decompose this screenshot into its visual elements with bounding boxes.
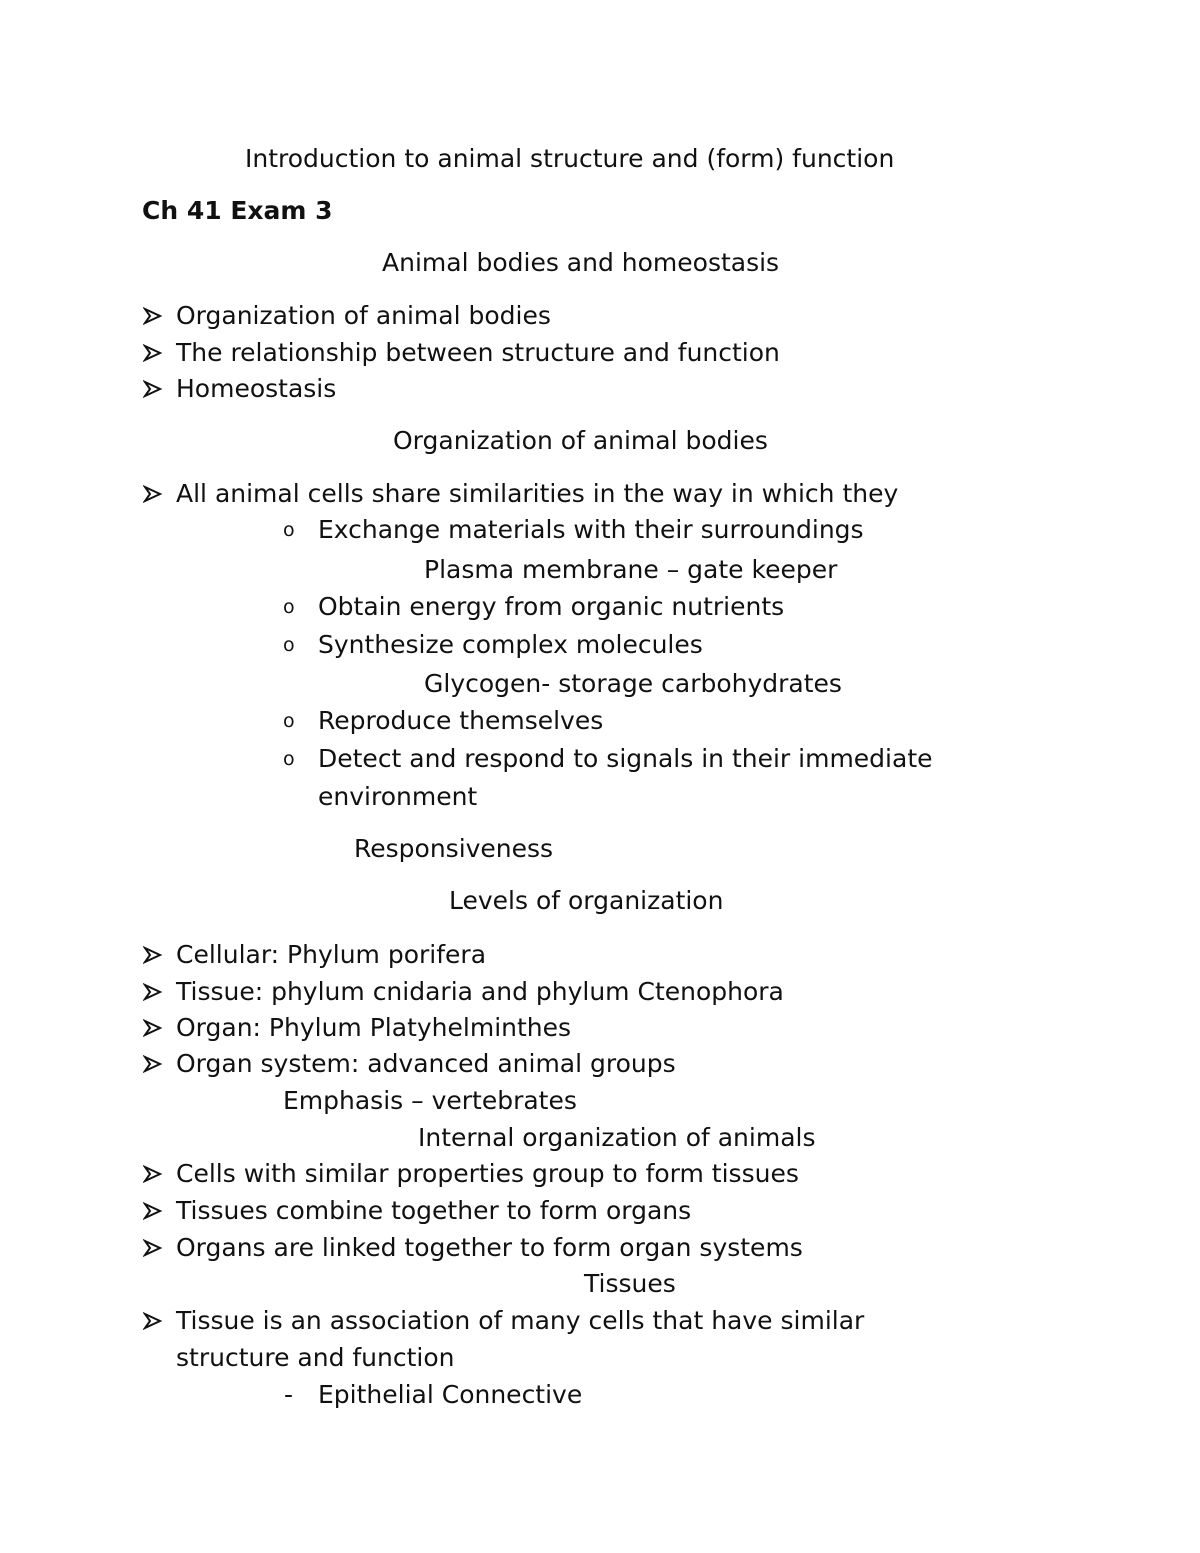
sub-bullet-marker: o: [283, 748, 295, 770]
sub-bullet-marker: o: [283, 519, 295, 541]
note-text: Emphasis – vertebrates: [283, 1086, 577, 1115]
arrow-bullet-icon: [143, 306, 163, 326]
section-heading-animal-bodies: Animal bodies and homeostasis: [382, 248, 780, 277]
sub-bullet-marker: o: [283, 710, 295, 732]
list-item: Organ: Phylum Platyhelminthes: [176, 1013, 572, 1042]
sub-list-item: Exchange materials with their surroundings: [318, 515, 864, 544]
arrow-bullet-icon: [143, 1238, 163, 1258]
arrow-bullet-icon: [143, 945, 163, 965]
list-item: The relationship between structure and function: [176, 338, 780, 367]
arrow-bullet-icon: [143, 1018, 163, 1038]
list-item: Tissues combine together to form organs: [176, 1196, 692, 1225]
arrow-bullet-icon: [143, 343, 163, 363]
list-item: Homeostasis: [176, 374, 337, 403]
note-text: Responsiveness: [354, 834, 554, 863]
list-item: Cells with similar properties group to form tissues: [176, 1159, 799, 1188]
arrow-bullet-icon: [143, 1201, 163, 1221]
sub-list-item: Detect and respond to signals in their immediate: [318, 744, 933, 773]
dash-bullet-marker: -: [284, 1380, 294, 1409]
section-heading-organization: Organization of animal bodies: [393, 426, 768, 455]
list-item: Tissue is an association of many cells that have similar: [176, 1306, 865, 1335]
list-item-continuation: structure and function: [176, 1343, 455, 1372]
sub-list-item-continuation: environment: [318, 782, 478, 811]
arrow-bullet-icon: [143, 982, 163, 1002]
list-item: Organ system: advanced animal groups: [176, 1049, 676, 1078]
sub-bullet-marker: o: [283, 634, 295, 656]
document-title: Introduction to animal structure and (form) function: [245, 144, 895, 173]
arrow-bullet-icon: [143, 1054, 163, 1074]
sub-bullet-marker: o: [283, 596, 295, 618]
list-item: Tissue: phylum cnidaria and phylum Ctenophora: [176, 977, 784, 1006]
section-heading-internal: Internal organization of animals: [418, 1123, 816, 1152]
note-text: Glycogen- storage carbohydrates: [424, 669, 842, 698]
section-heading-tissues: Tissues: [584, 1269, 676, 1298]
sub-list-item: Reproduce themselves: [318, 706, 604, 735]
arrow-bullet-icon: [143, 1164, 163, 1184]
arrow-bullet-icon: [143, 484, 163, 504]
dash-list-item: Epithelial Connective: [318, 1380, 583, 1409]
list-item: Organs are linked together to form organ systems: [176, 1233, 803, 1262]
arrow-bullet-icon: [143, 379, 163, 399]
arrow-bullet-icon: [143, 1311, 163, 1331]
note-text: Plasma membrane – gate keeper: [424, 555, 838, 584]
list-item: All animal cells share similarities in the way in which they: [176, 479, 899, 508]
sub-list-item: Synthesize complex molecules: [318, 630, 703, 659]
section-heading-levels: Levels of organization: [449, 886, 724, 915]
exam-heading: Ch 41 Exam 3: [142, 196, 333, 225]
sub-list-item: Obtain energy from organic nutrients: [318, 592, 785, 621]
list-item: Organization of animal bodies: [176, 301, 551, 330]
list-item: Cellular: Phylum porifera: [176, 940, 487, 969]
